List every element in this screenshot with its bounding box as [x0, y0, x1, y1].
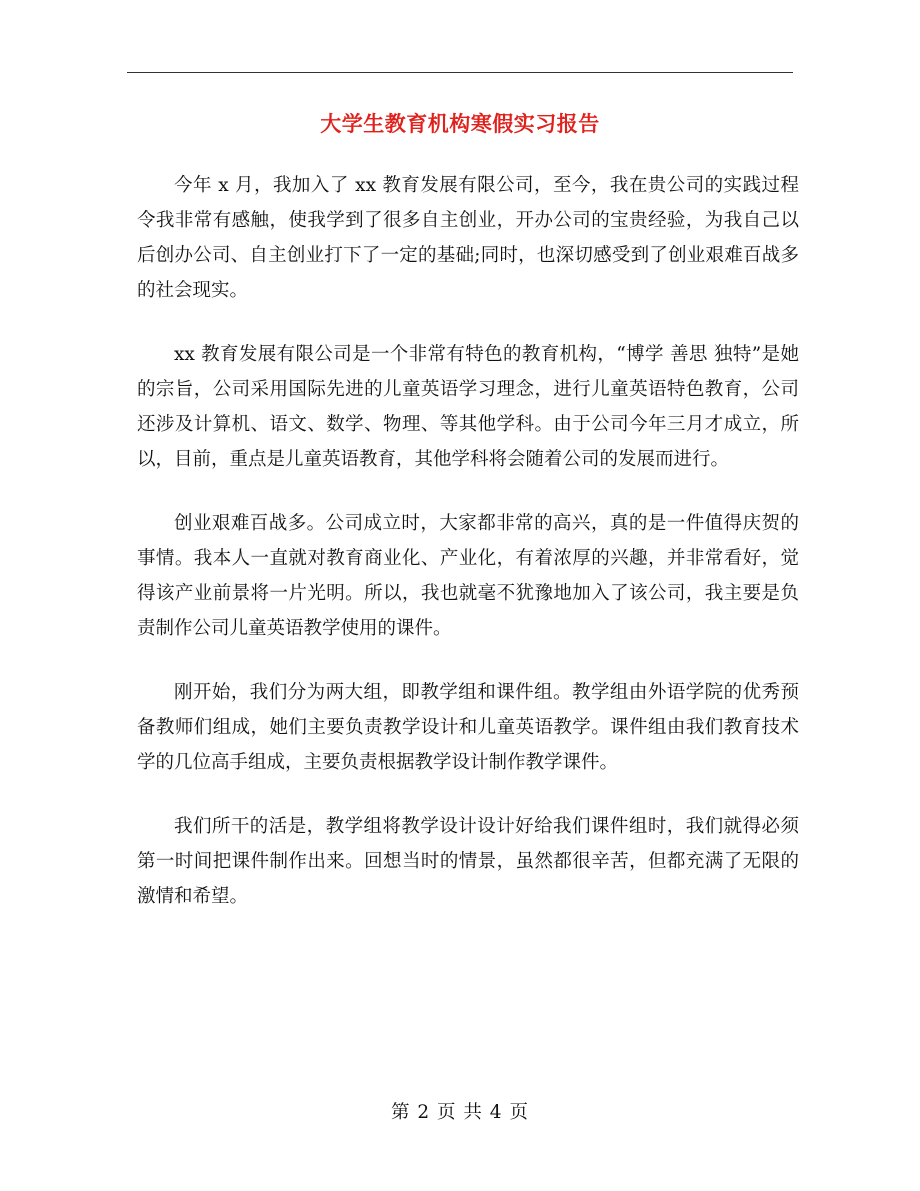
paragraph-4: 刚开始，我们分为两大组，即教学组和课件组。教学组由外语学院的优秀预备教师们组成，她们主要负责教学设计和儿童英语教学。课件组由我们教育技术学的几位高手组成，主要负责根据教学设计制作教学课件。 [137, 682, 799, 773]
paragraph-2: xx 教育发展有限公司是一个非常有特色的教育机构，“博学 善思 独特”是她的宗旨，公司采用国际先进的儿童英语学习理念，进行儿童英语特色教育，公司还涉及计算机、语文、数学、物理、等其他学科。由于公司今年三月才成立，所以，目前，重点是儿童英语教育，其他学科将会随着公司的发展而进行。 [137, 344, 799, 470]
paragraph-3: 创业艰难百战多。公司成立时，大家都非常的高兴，真的是一件值得庆贺的事情。我本人一直就对教育商业化、产业化，有着浓厚的兴趣，并非常看好，觉得该产业前景将一片光明。所以，我也就毫不犹豫地加入了该公司，我主要是负责制作公司儿童英语教学使用的课件。 [137, 513, 799, 639]
paragraph-5: 我们所干的活是，教学组将教学设计设计好给我们课件组时，我们就得必须第一时间把课件制作出来。回想当时的情景，虽然都很辛苦，但都充满了无限的激情和希望。 [137, 816, 799, 907]
header-rule [127, 72, 793, 73]
document-title: 大学生教育机构寒假实习报告 [320, 112, 600, 136]
paragraph-1: 今年 x 月，我加入了 xx 教育发展有限公司，至今，我在贵公司的实践过程令我非常有感触，使我学到了很多自主创业，开办公司的宝贵经验，为我自己以后创办公司、自主创业打下了一定的基础;同时，也深切感受到了创业艰难百战多的社会现实。 [137, 175, 799, 301]
document-body [137, 168, 799, 943]
page-number-footer: 第 2 页 共 4 页 [391, 1102, 529, 1123]
